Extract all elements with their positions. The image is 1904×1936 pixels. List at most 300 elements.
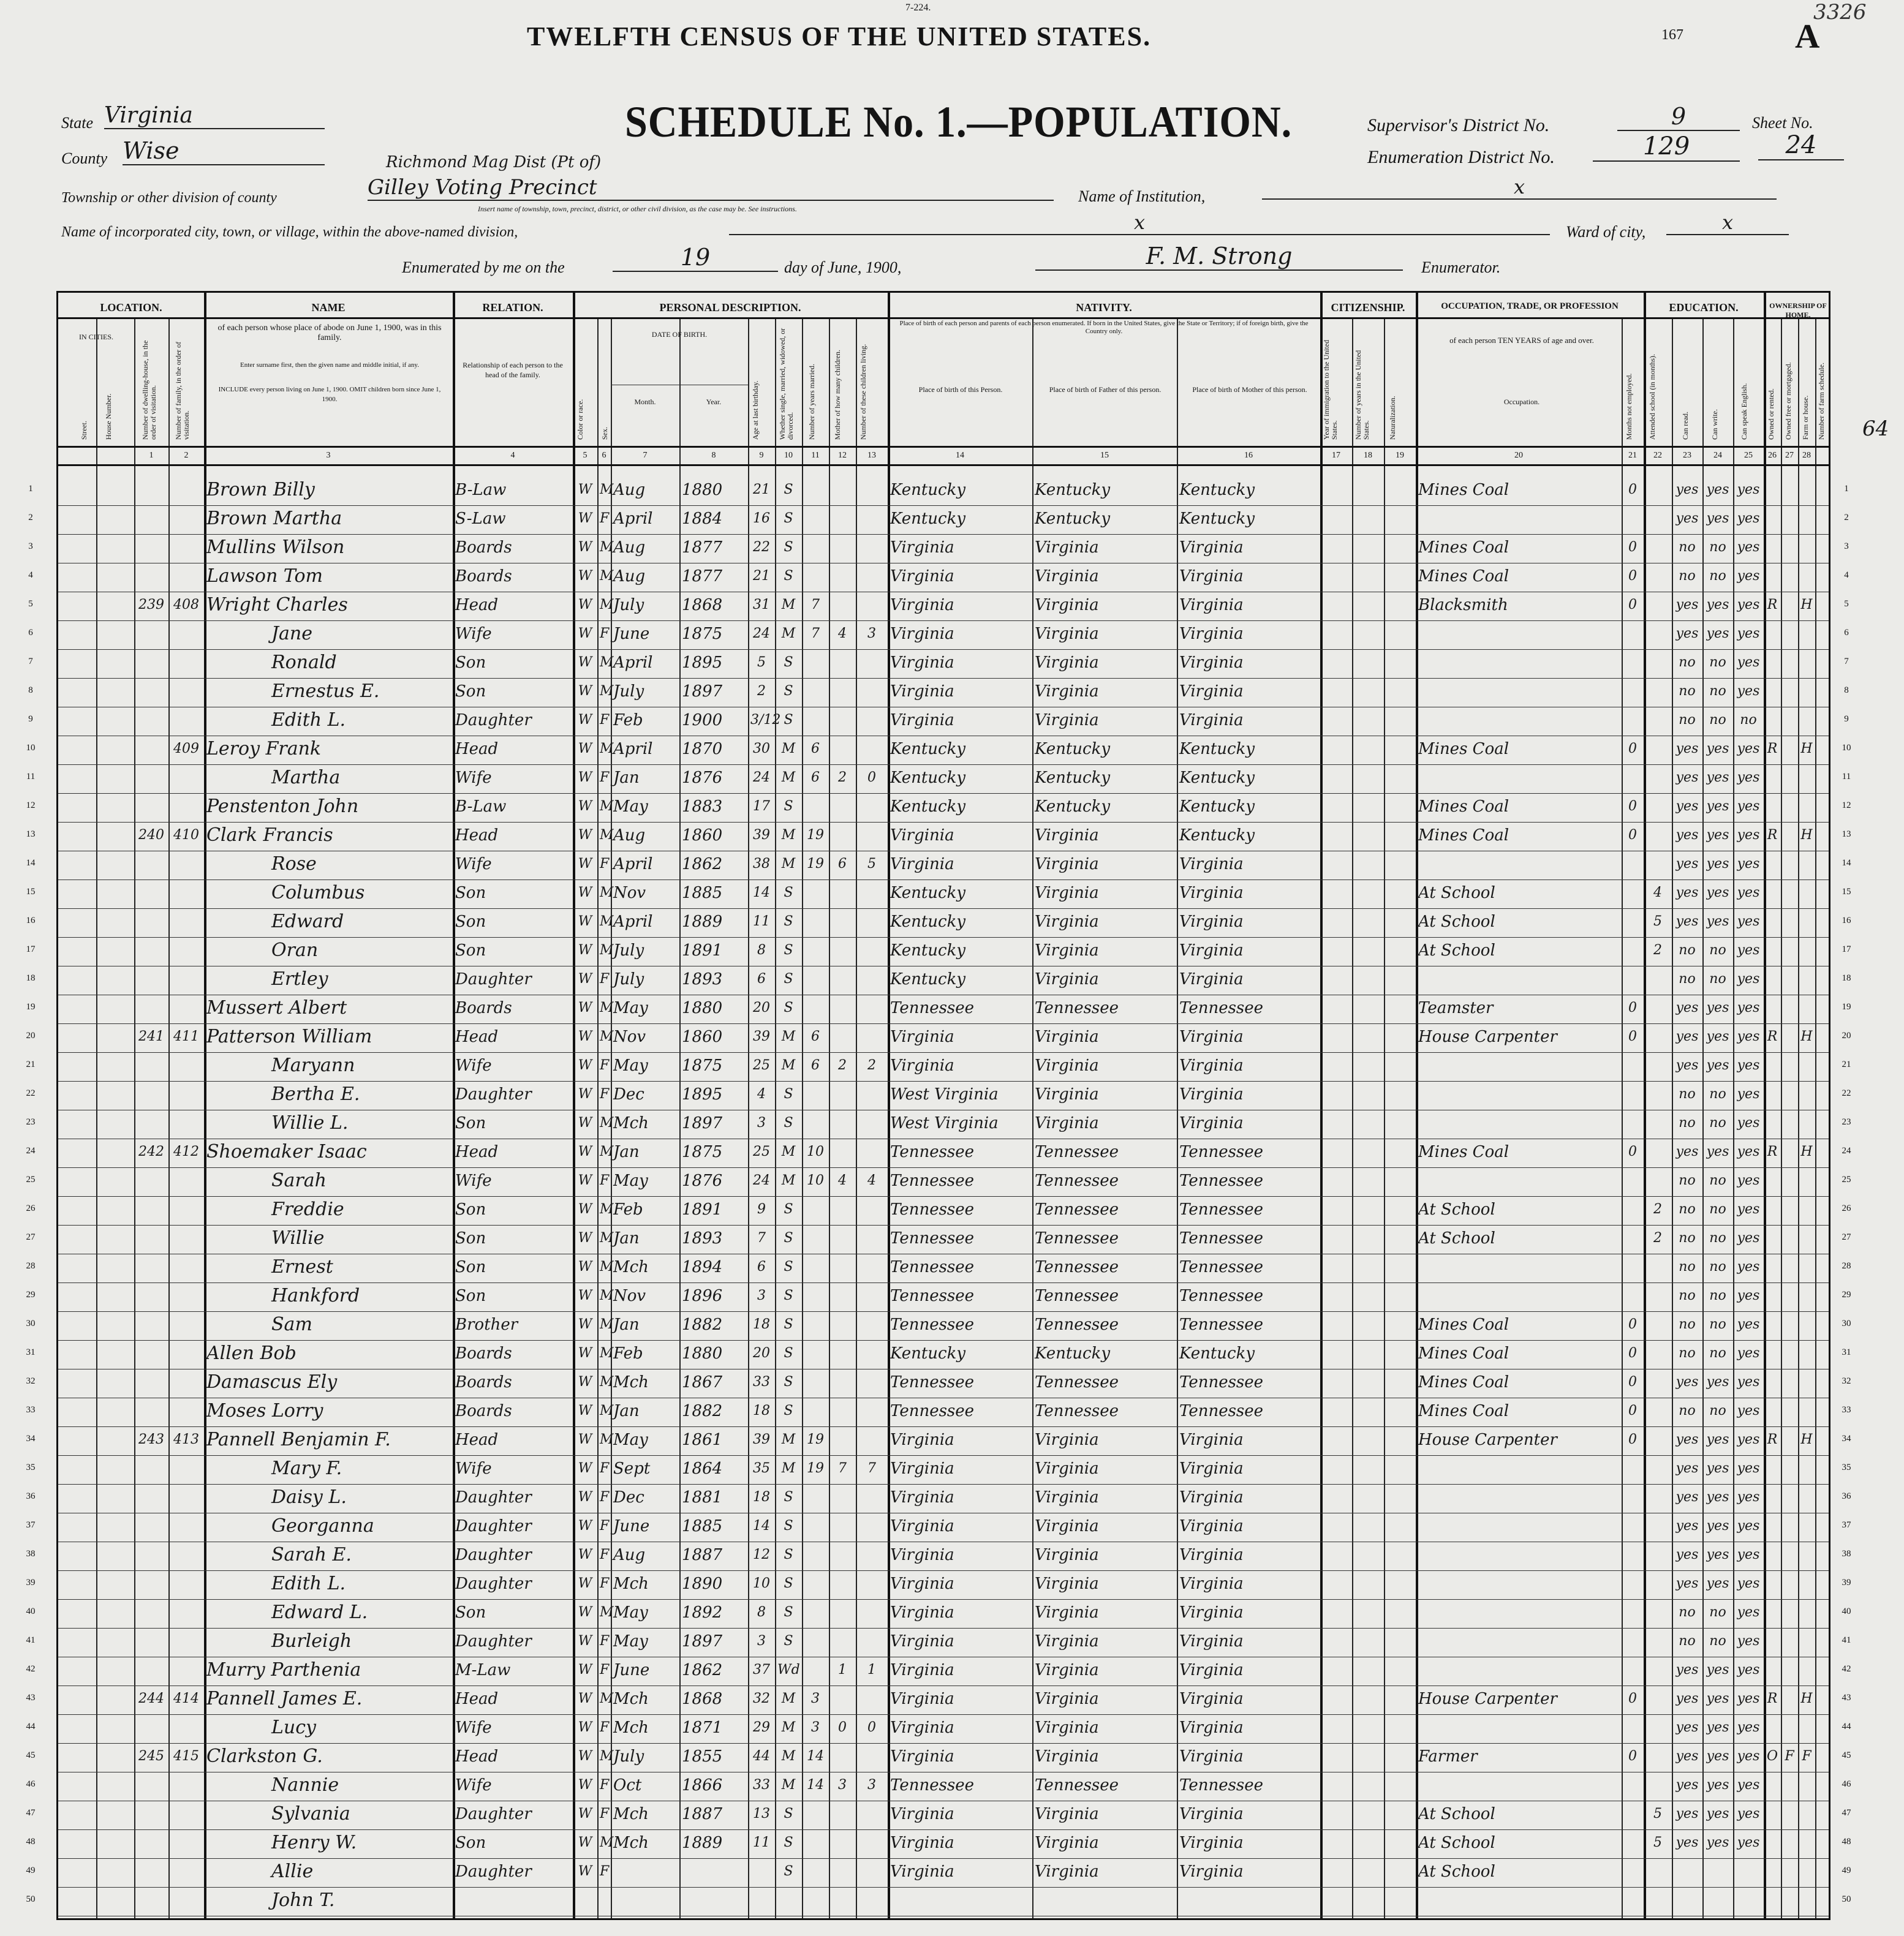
cell-year: 1890 — [682, 1575, 723, 1593]
cell-name: Brown Martha — [206, 508, 342, 529]
column-number: 20 — [1514, 451, 1523, 460]
cell-write: yes — [1706, 1000, 1729, 1015]
cell-pobf: Virginia — [1035, 1575, 1099, 1593]
cell-name: Damascus Ely — [206, 1371, 338, 1393]
line-number-left: 40 — [26, 1606, 36, 1616]
cell-occ: At School — [1418, 1229, 1495, 1248]
line-number-left: 50 — [26, 1894, 36, 1904]
cell-write: no — [1709, 568, 1726, 584]
table-row — [28, 505, 1849, 534]
cell-occ: Mines Coal — [1418, 1373, 1509, 1392]
cell-fam: 409 — [173, 741, 199, 756]
cell-name: Edward — [271, 911, 344, 932]
table-row — [26, 1686, 1851, 1714]
owned-free-label: Owned free or mortgaged. — [1784, 362, 1793, 440]
cell-eng: yes — [1737, 770, 1760, 785]
cell-pobf: Virginia — [1035, 1863, 1099, 1881]
cell-mc: 6 — [838, 856, 847, 872]
name-instruction-1: Enter surname first, then the given name and middle initial, if any. — [240, 361, 419, 369]
cell-sex: F — [600, 770, 610, 785]
cell-mar: M — [781, 1173, 796, 1188]
cell-pobf: Tennessee — [1035, 1229, 1119, 1248]
cell-pob: Virginia — [890, 1632, 954, 1651]
cell-rel: Boards — [455, 1344, 512, 1363]
line-number-left: 19 — [26, 1002, 36, 1012]
township-label: Township or other division of county — [61, 190, 277, 206]
cell-pobf: Tennessee — [1035, 1402, 1119, 1420]
cell-year: 1896 — [682, 1287, 723, 1305]
mother-of-label: Mother of how many children. — [833, 350, 842, 440]
cell-color: W — [578, 1288, 592, 1303]
cell-mne: 0 — [1628, 1029, 1637, 1044]
cell-age: 20 — [753, 1000, 770, 1015]
cell-fam: 413 — [173, 1432, 199, 1447]
cell-mne: 0 — [1628, 568, 1637, 584]
table-row — [26, 764, 1851, 793]
cell-read: no — [1679, 1173, 1696, 1188]
cell-name: Willie L. — [271, 1112, 349, 1134]
cell-name: Maryann — [271, 1055, 355, 1076]
cell-month: June — [613, 1517, 650, 1535]
line-number-right: 32 — [1842, 1376, 1851, 1386]
cell-cl: 2 — [867, 1058, 876, 1073]
cell-pobf: Virginia — [1035, 826, 1099, 845]
table-row — [26, 1110, 1851, 1139]
cell-color: W — [578, 1346, 592, 1361]
cell-color: W — [578, 1058, 592, 1073]
cell-mar: M — [781, 770, 796, 785]
table-row — [28, 563, 1849, 592]
line-number-left: 20 — [26, 1031, 36, 1041]
cell-year: 1885 — [682, 884, 723, 902]
cell-dw: 243 — [138, 1432, 164, 1447]
township-value: Gilley Voting Precinct — [368, 175, 1054, 201]
cell-pobf: Virginia — [1035, 538, 1099, 557]
line-number-right: 45 — [1842, 1750, 1851, 1760]
months-not-employed-label: Months not employed. — [1625, 373, 1633, 440]
line-number-right: 16 — [1842, 916, 1851, 925]
cell-read: no — [1679, 971, 1696, 987]
cell-age: 21 — [753, 482, 770, 497]
cell-pobm: Virginia — [1179, 1517, 1244, 1535]
column-number: 10 — [784, 451, 793, 460]
line-number-left: 39 — [26, 1578, 36, 1588]
cell-color: W — [578, 741, 592, 756]
cell-write: no — [1709, 1403, 1726, 1418]
cell-write: no — [1709, 684, 1726, 699]
cell-fam: 414 — [173, 1691, 199, 1706]
cell-name: Murry Parthenia — [206, 1659, 361, 1681]
cell-name: Henry W. — [271, 1832, 357, 1853]
cell-pob: Tennessee — [890, 999, 975, 1017]
cell-farm: H — [1800, 1029, 1813, 1044]
sheet-label: Sheet No. — [1752, 114, 1813, 132]
cell-pob: Kentucky — [890, 510, 966, 528]
cell-write: yes — [1706, 1576, 1729, 1591]
line-number-right: 42 — [1842, 1664, 1851, 1674]
cell-rel: Son — [455, 941, 486, 960]
cell-name: Mary F. — [271, 1458, 342, 1479]
cell-write: yes — [1706, 1518, 1729, 1534]
cell-occ: Mines Coal — [1418, 567, 1509, 586]
cell-color: W — [578, 1864, 592, 1879]
cell-pobm: Tennessee — [1179, 1258, 1264, 1276]
cell-eng: yes — [1737, 1173, 1760, 1188]
cell-occ: At School — [1418, 1200, 1495, 1219]
cell-write: no — [1709, 1259, 1726, 1275]
cell-name: Mussert Albert — [206, 997, 347, 1019]
cell-read: yes — [1675, 1000, 1699, 1015]
cell-pobf: Virginia — [1035, 884, 1099, 902]
cell-ym: 6 — [811, 1029, 820, 1044]
cell-age: 33 — [753, 1777, 770, 1793]
column-number: 11 — [811, 451, 820, 460]
cell-month: Mch — [613, 1805, 649, 1823]
cell-occ: Blacksmith — [1418, 596, 1508, 614]
cell-age: 32 — [753, 1691, 770, 1706]
cell-pob: Kentucky — [890, 970, 966, 989]
cell-age: 3 — [757, 1633, 766, 1649]
cell-rel: Wife — [455, 1719, 492, 1737]
cell-write: yes — [1706, 1374, 1729, 1390]
cell-eng: yes — [1737, 971, 1760, 987]
cell-read: yes — [1675, 1490, 1699, 1505]
cell-year: 1891 — [682, 1200, 723, 1219]
cell-mne: 0 — [1628, 1317, 1637, 1332]
cell-name: Sam — [271, 1314, 312, 1335]
cell-age: 14 — [753, 885, 770, 900]
cell-mar: S — [784, 799, 793, 814]
cell-age: 38 — [753, 856, 770, 872]
cell-age: 24 — [753, 626, 770, 641]
line-number-right: 34 — [1842, 1434, 1851, 1444]
line-number-right: 28 — [1842, 1261, 1851, 1271]
owned-rented-label: Owned or rented. — [1767, 388, 1775, 440]
cell-pob: Virginia — [890, 1488, 954, 1507]
cell-read: yes — [1675, 914, 1699, 929]
cell-year: 1893 — [682, 970, 723, 989]
table-row — [26, 1657, 1851, 1686]
cell-write: yes — [1706, 1490, 1729, 1505]
table-row — [26, 1081, 1851, 1110]
cell-read: yes — [1675, 827, 1699, 843]
cell-read: no — [1679, 1202, 1696, 1217]
cell-read: yes — [1675, 1691, 1699, 1706]
cell-month: Jan — [613, 1316, 640, 1334]
cell-name: Freddie — [271, 1199, 344, 1220]
table-row — [26, 1570, 1851, 1599]
cell-pobf: Virginia — [1035, 1690, 1099, 1708]
cell-year: 1875 — [682, 1143, 723, 1161]
cell-rel: Wife — [455, 1172, 492, 1190]
cell-mar: M — [781, 741, 796, 756]
cell-sex: M — [600, 1605, 614, 1620]
cell-mne: 0 — [1628, 1403, 1637, 1418]
cell-write: yes — [1706, 741, 1729, 756]
cell-mar: M — [781, 1432, 796, 1447]
cell-sex: M — [600, 684, 614, 699]
cell-color: W — [578, 1576, 592, 1591]
cell-mc: 2 — [838, 770, 847, 785]
cell-color: W — [578, 1605, 592, 1620]
cell-sex: M — [600, 1000, 614, 1015]
column-number: 22 — [1653, 451, 1662, 460]
cell-name: Sylvania — [271, 1803, 350, 1825]
column-number: 12 — [838, 451, 847, 460]
cell-month: April — [613, 913, 653, 931]
cell-age: 5 — [757, 655, 766, 670]
header-rule — [58, 464, 1829, 466]
cell-year: 1892 — [682, 1603, 723, 1622]
cell-month: July — [613, 1747, 644, 1766]
cell-age: 3/12 — [750, 712, 781, 728]
cell-mar: M — [781, 1777, 796, 1793]
cell-write: yes — [1706, 856, 1729, 872]
table-row — [26, 1628, 1851, 1657]
cell-occ: At School — [1418, 1805, 1495, 1823]
cell-mar: S — [784, 1864, 793, 1879]
cell-name: Leroy Frank — [206, 738, 322, 759]
cell-cl: 4 — [867, 1173, 876, 1188]
cell-pob: Tennessee — [890, 1143, 975, 1161]
cell-read: no — [1679, 1633, 1696, 1649]
cell-month: June — [613, 625, 650, 643]
cell-write: yes — [1706, 1461, 1729, 1476]
cell-color: W — [578, 540, 592, 555]
enumeration-label: Enumeration District No. — [1367, 147, 1555, 167]
cell-ym: 3 — [811, 1720, 820, 1735]
cell-year: 1893 — [682, 1229, 723, 1248]
cell-write: no — [1709, 971, 1726, 987]
cell-rel: Daughter — [455, 970, 532, 989]
cell-write: yes — [1706, 482, 1729, 497]
pob-mother-label: Place of birth of Mother of this person. — [1192, 385, 1307, 394]
line-number-right: 44 — [1842, 1722, 1851, 1731]
cell-pobf: Tennessee — [1035, 1776, 1119, 1795]
cell-name: Patterson William — [206, 1026, 372, 1047]
table-row — [26, 1455, 1851, 1484]
occupation-header: OCCUPATION, TRADE, OR PROFESSION — [1441, 301, 1619, 311]
cell-rel: Son — [455, 653, 486, 672]
cell-eng: yes — [1737, 1115, 1760, 1131]
line-number-right: 15 — [1842, 887, 1851, 897]
line-number-right: 17 — [1842, 944, 1851, 954]
cell-year: 1882 — [682, 1402, 723, 1420]
cell-mc: 7 — [838, 1461, 847, 1476]
cell-sex: M — [600, 482, 614, 497]
cell-occ: Mines Coal — [1418, 538, 1509, 557]
cell-pobf: Tennessee — [1035, 1373, 1119, 1392]
cell-pobm: Tennessee — [1179, 999, 1264, 1017]
cell-rel: Wife — [455, 769, 492, 787]
cell-year: 1868 — [682, 1690, 723, 1708]
cell-age: 37 — [753, 1662, 770, 1678]
line-number-left: 8 — [28, 685, 33, 695]
cell-month: Mch — [613, 1575, 649, 1593]
cell-sex: F — [600, 1058, 610, 1073]
table-row — [26, 966, 1851, 995]
cell-pob: Tennessee — [890, 1402, 975, 1420]
city-label: Name of incorporated city, town, or village, within the above-named division, — [61, 224, 518, 240]
cell-mar: S — [784, 568, 793, 584]
cell-year: 1877 — [682, 538, 723, 557]
cell-name: John T. — [271, 1889, 335, 1911]
cell-year: 1880 — [682, 481, 723, 499]
cell-age: 8 — [757, 1605, 766, 1620]
column-number: 27 — [1785, 451, 1794, 460]
cell-color: W — [578, 712, 592, 728]
cell-year: 1866 — [682, 1776, 723, 1795]
cell-dw: 240 — [138, 827, 164, 843]
cell-pobm: Virginia — [1179, 538, 1244, 557]
cell-eng: yes — [1737, 1518, 1760, 1534]
cell-age: 11 — [753, 914, 770, 929]
table-row — [28, 649, 1849, 678]
table-row — [26, 793, 1851, 822]
column-number: 3 — [326, 451, 331, 460]
cell-occ: At School — [1418, 1834, 1495, 1852]
cell-pobm: Virginia — [1179, 1575, 1244, 1593]
cell-sex: F — [600, 712, 610, 728]
cell-color: W — [578, 1777, 592, 1793]
cell-year: 1882 — [682, 1316, 723, 1334]
cell-year: 1891 — [682, 941, 723, 960]
cell-write: yes — [1706, 1835, 1729, 1850]
cell-age: 12 — [753, 1547, 770, 1562]
cell-pobf: Virginia — [1035, 1460, 1099, 1478]
line-number-left: 16 — [26, 916, 36, 925]
cell-age: 25 — [753, 1144, 770, 1159]
cell-month: Aug — [613, 567, 646, 586]
cell-mar: S — [784, 1806, 793, 1821]
line-number-left: 42 — [26, 1664, 36, 1674]
table-row — [26, 1283, 1851, 1311]
cell-pobm: Kentucky — [1179, 510, 1255, 528]
cell-mar: M — [781, 1058, 796, 1073]
cell-cl: 5 — [867, 856, 876, 872]
cell-month: April — [613, 855, 653, 873]
line-number-right: 2 — [1844, 513, 1849, 522]
table-row — [28, 592, 1849, 620]
cell-pobf: Tennessee — [1035, 1258, 1119, 1276]
cell-fam: 408 — [173, 597, 199, 612]
column-number: 16 — [1244, 451, 1253, 460]
cell-eng: yes — [1737, 914, 1760, 929]
cell-pobf: Virginia — [1035, 941, 1099, 960]
cell-pob: Virginia — [890, 1747, 954, 1766]
cell-color: W — [578, 856, 592, 872]
cell-month: June — [613, 1661, 650, 1679]
cell-pobf: Virginia — [1035, 1632, 1099, 1651]
enumerated-label: Enumerated by me on the — [402, 258, 565, 276]
cell-pob: Tennessee — [890, 1172, 975, 1190]
cell-age: 29 — [753, 1720, 770, 1735]
cell-rel: Son — [455, 1603, 486, 1622]
cell-mar: S — [784, 1115, 793, 1131]
cell-pobm: Kentucky — [1179, 826, 1255, 845]
cell-eng: yes — [1737, 626, 1760, 641]
cell-sex: M — [600, 943, 614, 958]
cell-name: Ronald — [271, 652, 337, 673]
cell-year: 1876 — [682, 1172, 723, 1190]
line-number-right: 27 — [1842, 1232, 1851, 1242]
cell-sex: M — [600, 1835, 614, 1850]
cell-pobm: Virginia — [1179, 855, 1244, 873]
cell-pob: Virginia — [890, 855, 954, 873]
cell-occ: Mines Coal — [1418, 1143, 1509, 1161]
cell-pobf: Virginia — [1035, 625, 1099, 643]
cell-pobm: Tennessee — [1179, 1316, 1264, 1334]
cell-mar: S — [784, 1346, 793, 1361]
line-number-left: 4 — [28, 570, 33, 580]
cell-pobf: Kentucky — [1035, 1344, 1111, 1363]
cell-mne: 0 — [1628, 1691, 1637, 1706]
cell-pob: Tennessee — [890, 1316, 975, 1334]
cell-cl: 0 — [867, 1720, 876, 1735]
cell-dw: 245 — [138, 1749, 164, 1764]
cell-month: Sept — [613, 1460, 651, 1478]
cell-color: W — [578, 1317, 592, 1332]
cell-pobf: Tennessee — [1035, 1316, 1119, 1334]
cell-month: Nov — [613, 1287, 646, 1305]
cell-write: no — [1709, 1633, 1726, 1649]
cell-color: W — [578, 914, 592, 929]
column-number: 9 — [759, 451, 764, 460]
cell-read: yes — [1675, 1777, 1699, 1793]
cell-age: 3 — [757, 1288, 766, 1303]
line-number-right: 12 — [1842, 800, 1851, 810]
cell-pobm: Virginia — [1179, 1661, 1244, 1679]
cell-sex: M — [600, 1115, 614, 1131]
cell-eng: yes — [1737, 1087, 1760, 1102]
cell-pobm: Virginia — [1179, 1488, 1244, 1507]
cell-mar: S — [784, 684, 793, 699]
cell-month: Dec — [613, 1085, 644, 1104]
cell-mar: S — [784, 482, 793, 497]
cell-name: Daisy L. — [271, 1486, 347, 1508]
cell-pobm: Virginia — [1179, 1546, 1244, 1564]
cell-write: no — [1709, 1346, 1726, 1361]
line-number-right: 24 — [1842, 1146, 1851, 1156]
cell-ym: 19 — [807, 1432, 824, 1447]
cell-write: yes — [1706, 1058, 1729, 1073]
cell-pob: Virginia — [890, 1028, 954, 1046]
table-row — [26, 1426, 1851, 1455]
cell-mar: M — [781, 1749, 796, 1764]
cell-sex: M — [600, 741, 614, 756]
table-row — [28, 534, 1849, 563]
cell-sex: F — [600, 1662, 610, 1678]
cell-ym: 6 — [811, 1058, 820, 1073]
cell-sex: F — [600, 1087, 610, 1102]
cell-pobm: Virginia — [1179, 1747, 1244, 1766]
enumerated-day: 19 — [613, 244, 778, 272]
cell-pobf: Virginia — [1035, 1603, 1099, 1622]
family-number-label: Number of family, in the order of visitation. — [174, 341, 191, 440]
cell-pobm: Kentucky — [1179, 769, 1255, 787]
cell-year: 1889 — [682, 913, 723, 931]
line-number-right: 48 — [1842, 1837, 1851, 1847]
cell-rel: Boards — [455, 1373, 512, 1392]
cell-year: 1860 — [682, 1028, 723, 1046]
cell-color: W — [578, 1115, 592, 1131]
cell-name: Oran — [271, 940, 319, 961]
cell-mne: 0 — [1628, 1346, 1637, 1361]
cell-mar: S — [784, 1547, 793, 1562]
cell-rel: Brother — [455, 1316, 518, 1334]
cell-write: yes — [1706, 914, 1729, 929]
column-number: 2 — [184, 451, 189, 460]
